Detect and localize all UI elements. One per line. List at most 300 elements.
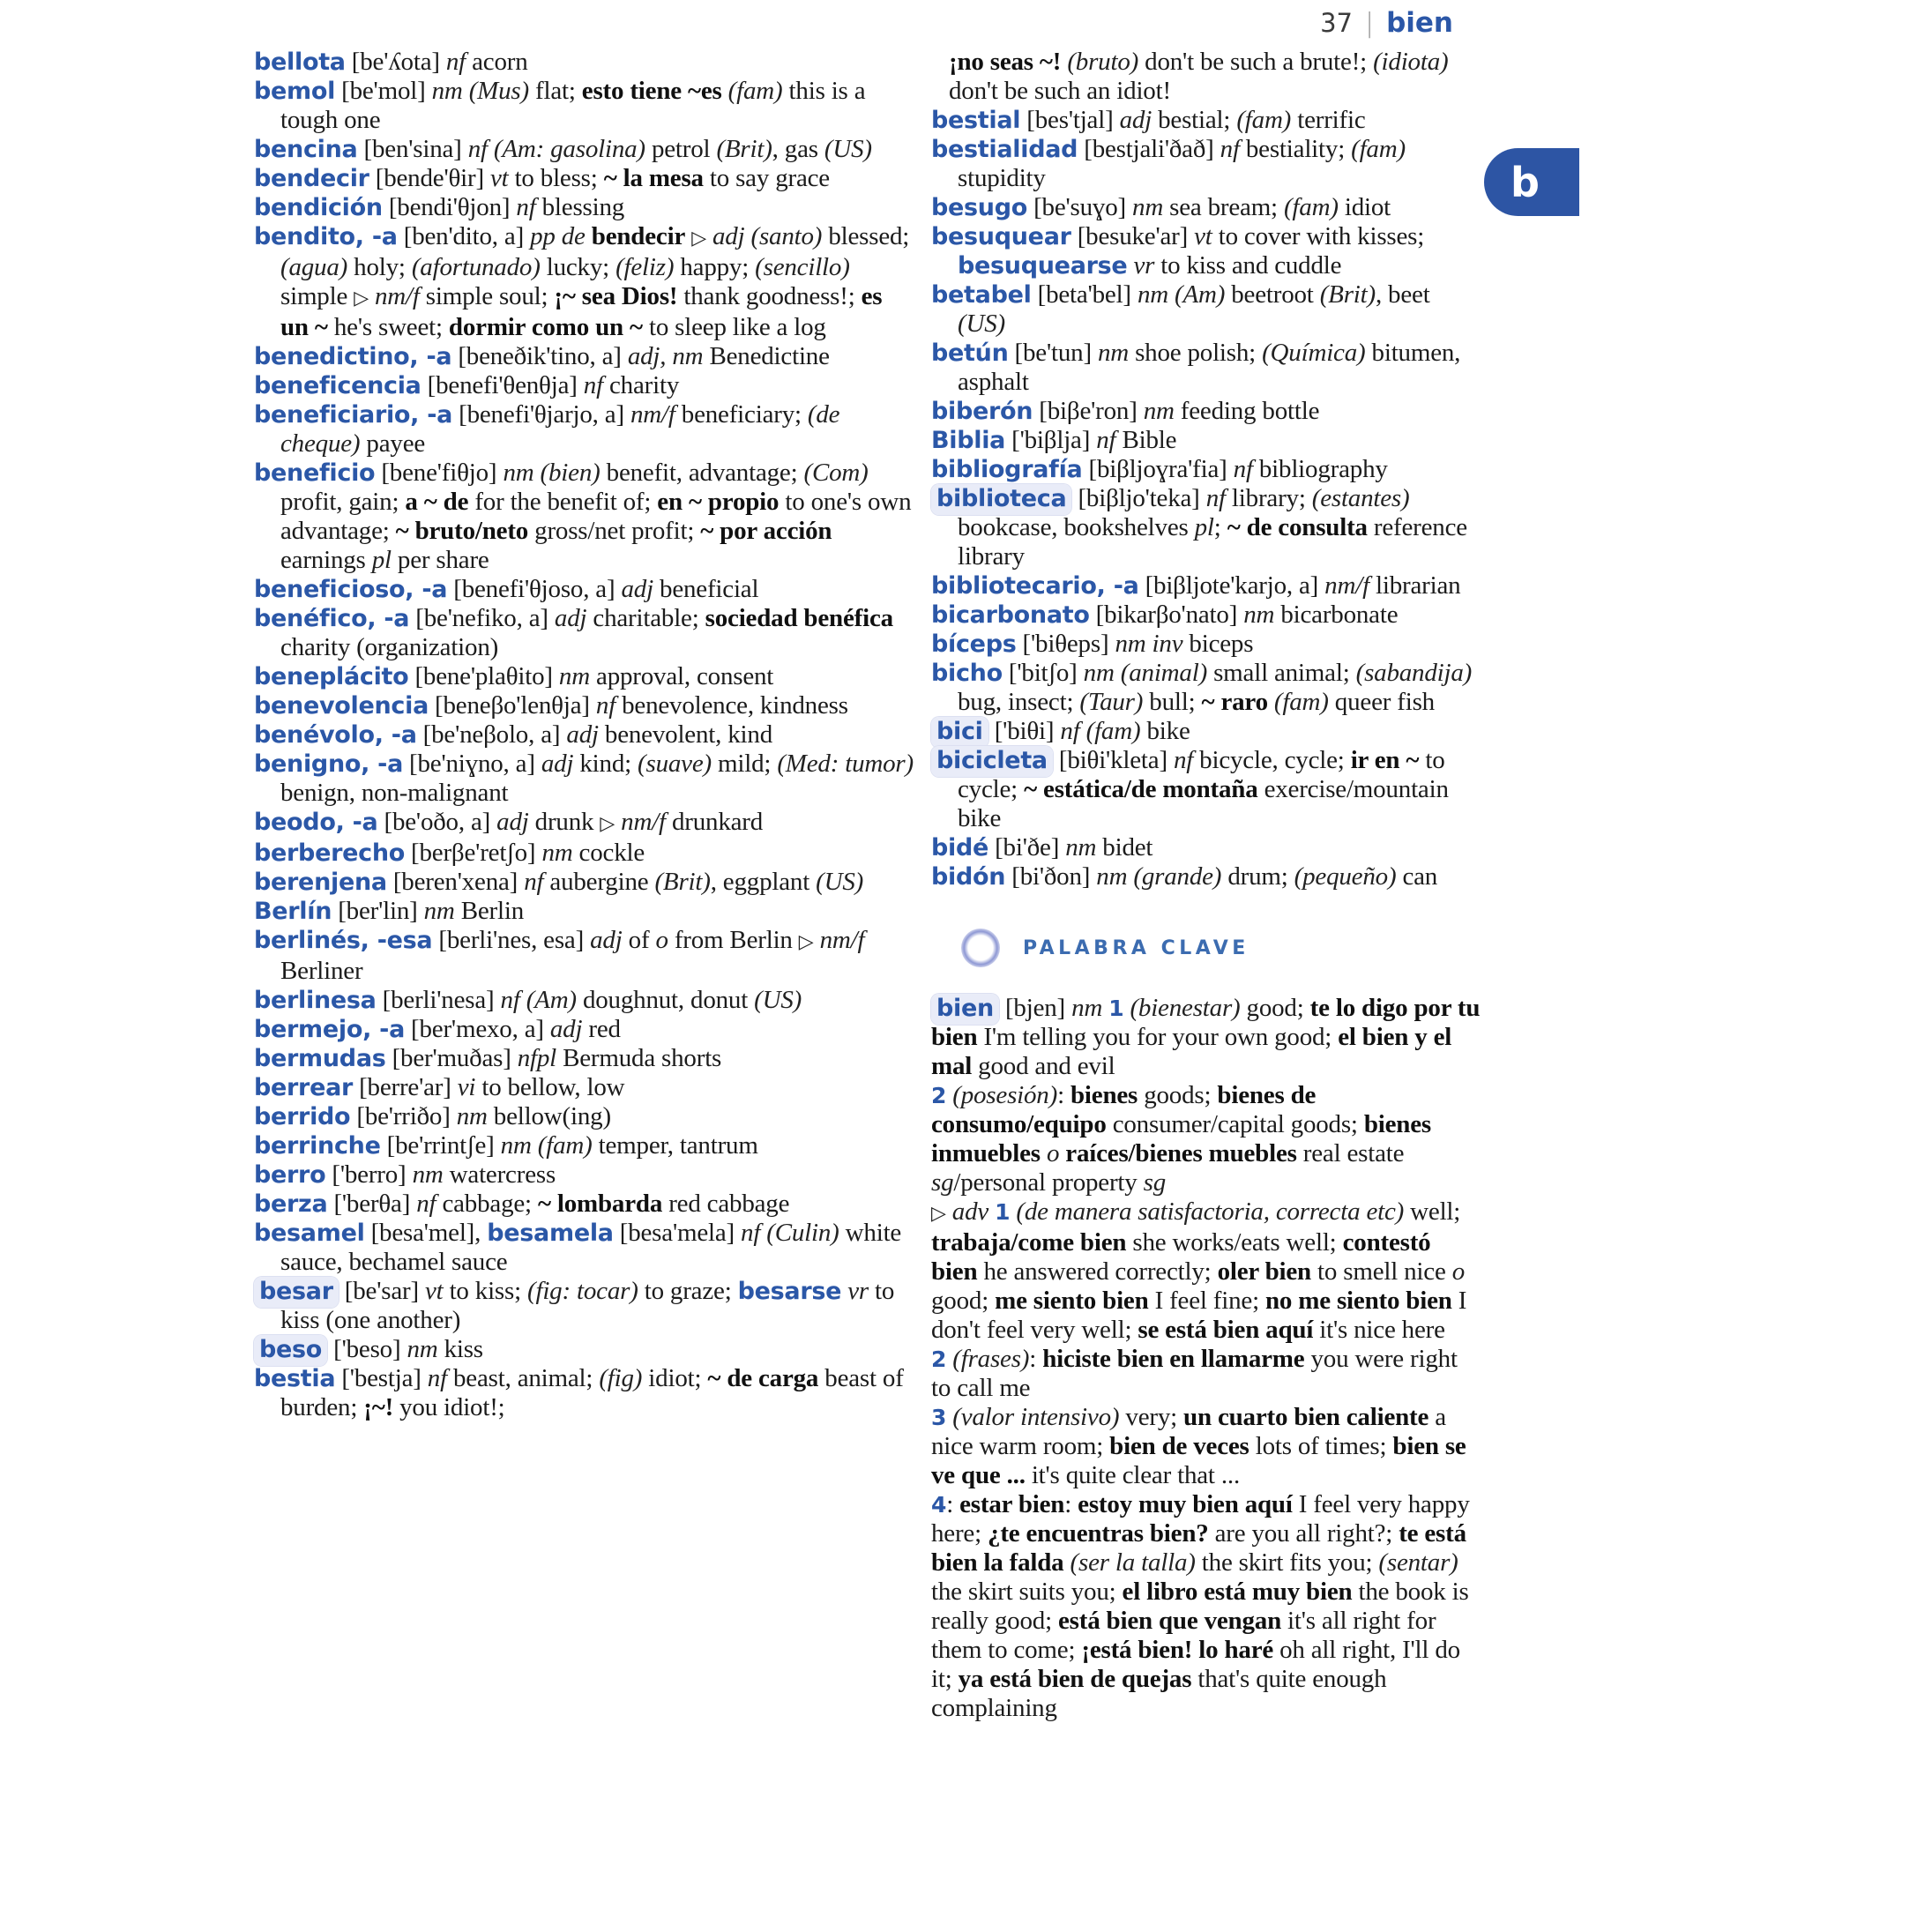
- headword: beneficioso, -a: [254, 576, 448, 603]
- dictionary-entry: [254, 720, 914, 750]
- entry-text: bull;: [1143, 688, 1202, 716]
- label-italic: adj: [590, 926, 623, 954]
- entry-text: cabbage;: [436, 1190, 538, 1218]
- label-italic: (US): [754, 986, 802, 1014]
- dictionary-entry: [254, 371, 914, 400]
- label-italic: nf: [427, 1364, 447, 1392]
- entry-text: lots of times;: [1249, 1432, 1393, 1460]
- phrase-bold: ~ de consulta: [1227, 513, 1368, 541]
- headword-highlighted: bien: [931, 994, 999, 1025]
- sense-number: 1: [1108, 996, 1124, 1021]
- phrase-bold: ~ bruto/neto: [395, 517, 529, 545]
- label-italic: nm: [407, 1335, 438, 1363]
- phrase-bold: ir en ~: [1350, 746, 1420, 774]
- headword: bibliografía: [931, 456, 1083, 483]
- entry-text: the skirt suits you;: [931, 1578, 1123, 1606]
- dictionary-entry: [254, 1044, 914, 1073]
- label-italic: nm: [541, 839, 573, 867]
- dictionary-entry: [254, 1364, 914, 1422]
- entry-text: [biβljote'karjo, a]: [1138, 571, 1325, 600]
- entry-text: to smell nice: [1311, 1257, 1452, 1286]
- entry-text: shoe polish;: [1129, 339, 1263, 367]
- entry-text: [bestjali'ðað]: [1078, 135, 1220, 163]
- dictionary-entry: [254, 48, 914, 77]
- entry-text: [beneðik'tino, a]: [451, 342, 628, 370]
- dictionary-entry: [931, 994, 1481, 1723]
- entry-text: payee: [360, 429, 426, 458]
- entry-text: beetroot: [1225, 280, 1320, 309]
- entry-text: to bless;: [508, 164, 604, 192]
- entry-text: , eggplant: [710, 868, 817, 896]
- entry-text: ['berro]: [325, 1160, 413, 1189]
- label-italic: sg: [1143, 1168, 1167, 1197]
- entry-text: feeding bottle: [1174, 397, 1320, 425]
- headword: bicarbonato: [931, 601, 1090, 629]
- thumb-tab-label: b: [1511, 158, 1540, 206]
- phrase-bold: a ~ de: [405, 488, 469, 516]
- entry-text: librarian: [1369, 571, 1461, 600]
- label-italic: nf (Am: gasolina): [467, 135, 645, 163]
- dictionary-entry: [931, 833, 1481, 862]
- headword: berrear: [254, 1074, 354, 1101]
- entry-text: bookcase, bookshelves: [958, 513, 1195, 541]
- entry-text: [bene'fiθjo]: [375, 459, 504, 487]
- label-italic: (US): [958, 310, 1005, 338]
- headword-highlighted: bicicleta: [931, 746, 1053, 777]
- phrase-bold: estar bien: [959, 1490, 1065, 1518]
- headword: besarse: [737, 1278, 842, 1305]
- dictionary-entry: [931, 426, 1481, 455]
- entry-text: Benedictine: [703, 342, 830, 370]
- entry-text: very;: [1119, 1403, 1184, 1431]
- headword: benigno, -a: [254, 750, 403, 778]
- headword: Biblia: [931, 427, 1006, 454]
- phrase-bold: bien se ve que ...: [931, 1432, 1466, 1489]
- entry-text: to kiss;: [443, 1277, 528, 1305]
- entry-text: Bible: [1115, 426, 1177, 454]
- label-italic: nf (Culin): [741, 1219, 839, 1247]
- keyword-circle-icon: [961, 929, 1000, 967]
- phrase-bold: ~ por acción: [700, 517, 832, 545]
- label-italic: (sabandija): [1355, 659, 1473, 687]
- entry-text: beast of burden;: [280, 1364, 904, 1421]
- headword-highlighted: beso: [254, 1335, 327, 1366]
- phrase-bold: ¡está bien! lo haré: [1081, 1636, 1274, 1664]
- triangle-marker: ▷: [931, 1203, 946, 1225]
- entry-text: the book is really good;: [931, 1578, 1469, 1635]
- dictionary-entry: [254, 1219, 914, 1277]
- entry-text: drunkard: [665, 808, 764, 836]
- label-italic: nm: [1132, 193, 1164, 221]
- dictionary-entry: [931, 484, 1481, 571]
- sense-number: 1: [995, 1199, 1011, 1225]
- entry-text: good;: [1240, 994, 1310, 1022]
- entry-text: blessing: [535, 193, 625, 221]
- headword-highlighted: bici: [931, 717, 988, 748]
- headword: bellota: [254, 48, 346, 76]
- sense-number: 4: [931, 1492, 947, 1518]
- dictionary-entry: [254, 1015, 914, 1044]
- entry-text: Bermuda shorts: [556, 1044, 722, 1072]
- label-italic: nf: [524, 868, 544, 896]
- label-italic: nfpl: [517, 1044, 557, 1072]
- dictionary-entry: [254, 926, 914, 986]
- label-italic: o: [1451, 1257, 1465, 1286]
- dictionary-entry: [254, 1277, 914, 1335]
- label-italic: adj: [541, 750, 574, 778]
- entry-text: for the benefit of;: [468, 488, 658, 516]
- label-italic: nf: [416, 1190, 436, 1218]
- label-italic: nm/f: [1324, 571, 1369, 600]
- label-italic: (afortunado): [411, 253, 541, 281]
- entry-text: bitumen, asphalt: [958, 339, 1461, 396]
- entry-text: charity: [602, 371, 680, 399]
- label-italic: nf: [1205, 484, 1226, 512]
- label-italic: (fam): [1283, 193, 1339, 221]
- headword: berlinés, -esa: [254, 927, 433, 954]
- phrase-bold: dormir como un ~: [448, 313, 643, 341]
- headword: berberecho: [254, 839, 405, 867]
- headword: bidón: [931, 863, 1006, 891]
- entry-text: to kiss and cuddle: [1154, 251, 1342, 280]
- entry-text: beneficiary;: [675, 400, 808, 429]
- label-italic: vr: [847, 1277, 869, 1305]
- keyword-banner: [961, 929, 1481, 967]
- label-italic: nf: [1220, 135, 1240, 163]
- entry-text: [ber'mexo, a]: [405, 1015, 550, 1043]
- headword: bestia: [254, 1365, 336, 1392]
- entry-text: ['bestja]: [335, 1364, 428, 1392]
- headword: beneplácito: [254, 663, 409, 690]
- entry-text: from Berlin: [668, 926, 799, 954]
- entry-text: red cabbage: [662, 1190, 790, 1218]
- label-italic: nm/f: [368, 282, 420, 310]
- label-italic: (posesión): [946, 1081, 1058, 1109]
- entry-text: charity (organization): [280, 633, 499, 661]
- entry-text: [bene'plaθito]: [408, 662, 559, 690]
- headword: berrinche: [254, 1132, 381, 1160]
- label-italic: vt: [489, 164, 509, 192]
- dictionary-entry: [931, 862, 1481, 891]
- label-italic: nm/f: [813, 926, 865, 954]
- entry-text: watercress: [443, 1160, 556, 1189]
- headword: besamela: [487, 1220, 614, 1247]
- label-italic: nm: [558, 662, 590, 690]
- entry-text: [berre'ar]: [353, 1073, 458, 1101]
- headword: bíceps: [931, 630, 1017, 658]
- dictionary-entry: [931, 717, 1481, 746]
- entry-text: , beet: [1375, 280, 1430, 309]
- label-italic: nm (fam): [500, 1131, 593, 1160]
- headword: beneficio: [254, 459, 376, 487]
- phrase-bold: en ~ propio: [657, 488, 780, 516]
- label-italic: pl: [371, 546, 392, 574]
- phrase-bold: se está bien aquí: [1138, 1316, 1314, 1344]
- label-italic: nf (Am): [500, 986, 577, 1014]
- entry-text: [beren'xena]: [386, 868, 525, 896]
- entry-text: gross/net profit;: [528, 517, 701, 545]
- entry-text: of: [622, 926, 656, 954]
- entry-text: [be'rrintʃe]: [380, 1131, 501, 1160]
- headword: besugo: [931, 194, 1028, 221]
- label-italic: (sencillo): [755, 253, 850, 281]
- headword: besuquearse: [958, 252, 1128, 280]
- entry-text: [beneβo'lenθja]: [429, 691, 596, 720]
- label-italic: vi: [457, 1073, 476, 1101]
- label-italic: vt: [424, 1277, 444, 1305]
- label-italic: adj: [566, 720, 599, 749]
- label-italic: (sentar): [1378, 1548, 1458, 1577]
- entry-text: [be'suɣo]: [1027, 193, 1133, 221]
- entry-text: he answered correctly;: [977, 1257, 1218, 1286]
- dictionary-entry: [254, 342, 914, 371]
- entry-text: ['biβlja]: [1005, 426, 1097, 454]
- entry-text: to kiss (one another): [280, 1277, 895, 1334]
- headword: bibliotecario, -a: [931, 572, 1139, 600]
- entry-text: kiss: [437, 1335, 483, 1363]
- page-number: 37: [1320, 8, 1353, 38]
- phrase-bold: ~ raro: [1201, 688, 1268, 716]
- entry-text: you idiot!;: [393, 1393, 505, 1421]
- dictionary-entry: [254, 135, 914, 164]
- headword: besuquear: [931, 223, 1071, 250]
- entry-text: bestiality;: [1239, 135, 1352, 163]
- triangle-marker: ▷: [600, 813, 615, 835]
- headword: beneficencia: [254, 372, 421, 399]
- headword: bendito, -a: [254, 223, 398, 250]
- dictionary-entry: [254, 839, 914, 868]
- label-italic: (Brit): [654, 868, 711, 896]
- thumb-tab-letter-b: [1484, 148, 1579, 216]
- label-italic: (ser la talla): [1063, 1548, 1196, 1577]
- entry-text: [bi'ðon]: [1005, 862, 1097, 891]
- entry-text: to one's own advantage;: [280, 488, 912, 545]
- dictionary-entry: [254, 868, 914, 897]
- label-italic: (fam): [1236, 106, 1292, 134]
- entry-text: don't be such an idiot!: [949, 77, 1171, 105]
- phrase-bold: el bien y el mal: [931, 1023, 1452, 1080]
- label-italic: (de cheque): [280, 400, 840, 458]
- headword: berrido: [254, 1103, 351, 1130]
- dictionary-entry: [254, 750, 914, 808]
- entry-text: [bende'θir]: [369, 164, 490, 192]
- phrase-bold: un cuarto bien caliente: [1183, 1403, 1429, 1431]
- label-italic: (Med: tumor): [777, 750, 914, 778]
- keyword-banner-label: PALABRA CLAVE: [1023, 936, 1249, 959]
- label-italic: nm: [456, 1102, 488, 1130]
- entry-text: [bes'tjal]: [1020, 106, 1120, 134]
- entry-text: [586, 222, 592, 250]
- label-italic: adj: [705, 222, 745, 250]
- label-italic: (Brit): [1319, 280, 1376, 309]
- entry-text: to cover with kisses;: [1212, 222, 1425, 250]
- label-italic: (frases): [946, 1345, 1030, 1373]
- dictionary-entry: [931, 339, 1481, 397]
- dictionary-entry: [254, 897, 914, 926]
- label-italic: o: [1040, 1139, 1060, 1167]
- dictionary-entry: [931, 630, 1481, 659]
- entry-text: benign, non-malignant: [280, 779, 509, 807]
- entry-text: benevolent, kind: [598, 720, 772, 749]
- entry-text: a nice warm room;: [931, 1403, 1446, 1460]
- entry-text: thank goodness!;: [677, 282, 862, 310]
- label-italic: nm (bien): [503, 459, 600, 487]
- entry-text: [be'niɣno, a]: [403, 750, 541, 778]
- page-header: [931, 7, 1453, 39]
- dictionary-entry: [254, 1102, 914, 1131]
- phrase-bold: bien de veces: [1109, 1432, 1249, 1460]
- entry-text: sea bream;: [1163, 193, 1284, 221]
- phrase-bold: ¿te encuentras bien?: [988, 1519, 1209, 1548]
- label-italic: vt: [1194, 222, 1212, 250]
- label-italic: adv: [945, 1197, 989, 1226]
- dictionary-entry: [931, 571, 1481, 600]
- entry-text: lucky;: [540, 253, 616, 281]
- entry-text: benefit, advantage;: [600, 459, 804, 487]
- label-italic: nm inv: [1115, 630, 1183, 658]
- entry-text: biceps: [1182, 630, 1254, 658]
- triangle-marker: ▷: [798, 931, 814, 953]
- label-italic: (valor intensivo): [946, 1403, 1120, 1431]
- entry-text: you were right to call me: [931, 1345, 1458, 1402]
- entry-text: ['biθeps]: [1016, 630, 1115, 658]
- entry-text: that's quite enough complaining: [931, 1665, 1387, 1722]
- dictionary-entry: [254, 77, 914, 135]
- phrase-bold: hiciste bien en llamarme: [1042, 1345, 1305, 1373]
- sense-number: 2: [931, 1083, 947, 1108]
- phrase-bold: ~ estática/de montaña: [1024, 775, 1258, 803]
- entry-text: Berliner: [280, 957, 363, 985]
- label-italic: nf: [595, 691, 616, 720]
- entry-text: [berli'nesa]: [376, 986, 501, 1014]
- dictionary-entry: [931, 455, 1481, 484]
- entry-text: [biβe'ron]: [1033, 397, 1144, 425]
- entry-text: holy;: [347, 253, 412, 281]
- column-left: [254, 48, 914, 1422]
- entry-text: flat;: [528, 77, 582, 105]
- label-italic: (idiota): [1373, 48, 1449, 76]
- entry-text: she works/eats well;: [1126, 1228, 1343, 1257]
- entry-text: [ben'dito, a]: [397, 222, 531, 250]
- headword: bicho: [931, 660, 1003, 687]
- headword: bemol: [254, 78, 336, 105]
- entry-text: he's sweet;: [327, 313, 449, 341]
- headword: berlinesa: [254, 987, 377, 1014]
- entry-text: profit, gain;: [280, 488, 406, 516]
- label-italic: nf: [1173, 746, 1194, 774]
- dictionary-entry: [254, 459, 914, 575]
- headword: besamel: [254, 1220, 365, 1247]
- dictionary-entry: [254, 164, 914, 193]
- headword: benevolencia: [254, 692, 429, 720]
- label-italic: (feliz): [615, 253, 675, 281]
- entry-text: [be'tun]: [1008, 339, 1098, 367]
- entry-text: Berlin: [454, 897, 525, 925]
- phrase-bold: te está bien la falda: [931, 1519, 1466, 1577]
- dictionary-entry: [931, 659, 1481, 717]
- headword: benéfico, -a: [254, 605, 410, 632]
- phrase-bold: ¡~ sea Dios!: [554, 282, 678, 310]
- label-italic: nm: [1071, 994, 1103, 1022]
- label-italic: nf (fam): [1060, 717, 1141, 745]
- entry-text: ['bitʃo]: [1002, 659, 1084, 687]
- entry-text: [ber'lin]: [332, 897, 424, 925]
- dictionary-entry: [254, 575, 914, 604]
- phrase-bold: contestó bien: [931, 1228, 1431, 1286]
- dictionary-entry: [254, 808, 914, 839]
- dictionary-entry: [931, 600, 1481, 630]
- phrase-bold: es un ~: [280, 282, 883, 341]
- phrase-bold: ya está bien de quejas: [958, 1665, 1192, 1693]
- phrase-bold: bienes inmuebles: [931, 1110, 1431, 1167]
- label-italic: nm: [412, 1160, 444, 1189]
- headword: bendecir: [254, 165, 369, 192]
- label-italic: (fam): [721, 77, 783, 105]
- label-italic: nm: [1143, 397, 1175, 425]
- entry-text: bellow(ing): [487, 1102, 611, 1130]
- entry-text: [benefi'θjarjo, a]: [452, 400, 630, 429]
- label-italic: (bruto): [1061, 48, 1139, 76]
- label-italic: adj, nm: [627, 342, 704, 370]
- headword: berenjena: [254, 869, 387, 896]
- label-italic: nf: [1096, 426, 1116, 454]
- entry-text: drum;: [1221, 862, 1294, 891]
- headword: betabel: [931, 281, 1032, 309]
- entry-text: [biβljo'teka]: [1071, 484, 1206, 512]
- headword: bencina: [254, 136, 358, 163]
- entry-text: good and evil: [972, 1052, 1115, 1080]
- entry-text: /personal property: [953, 1168, 1144, 1197]
- entry-text: the skirt fits you;: [1195, 1548, 1379, 1577]
- entry-text: it's nice here: [1313, 1316, 1445, 1344]
- triangle-marker: ▷: [691, 228, 706, 250]
- headword: bestial: [931, 107, 1021, 134]
- phrase-bold: bienes: [1070, 1081, 1138, 1109]
- dictionary-entry: [931, 280, 1481, 339]
- entry-text: charitable;: [586, 604, 705, 632]
- headword: bermejo, -a: [254, 1016, 405, 1043]
- entry-text: [be'neβolo, a]: [416, 720, 567, 749]
- label-italic: nm (Am): [1137, 280, 1226, 309]
- dictionary-entry: [254, 1131, 914, 1160]
- triangle-marker: ▷: [354, 287, 369, 310]
- dictionary-entry: [254, 986, 914, 1015]
- label-italic: (Química): [1262, 339, 1366, 367]
- label-italic: nm (Mus): [431, 77, 529, 105]
- dictionary-entry: [931, 106, 1481, 135]
- entry-text: terrific: [1291, 106, 1366, 134]
- phrase-bold: te lo digo por tu bien: [931, 994, 1481, 1051]
- dictionary-entry: [254, 662, 914, 691]
- entry-text: bicarbonate: [1274, 600, 1399, 629]
- label-italic: nm/f: [630, 400, 675, 429]
- entry-text: :: [1029, 1345, 1043, 1373]
- headword: Berlín: [254, 898, 332, 925]
- dictionary-entry: [254, 1335, 914, 1364]
- entry-text: benevolence, kindness: [615, 691, 848, 720]
- entry-text: oh all right, I'll do it;: [931, 1636, 1460, 1693]
- phrase-bold: raíces/bienes muebles: [1059, 1139, 1297, 1167]
- entry-text: I'm telling you for your own good;: [977, 1023, 1339, 1051]
- headword: berza: [254, 1190, 328, 1218]
- entry-text: [berli'nes, esa]: [432, 926, 591, 954]
- phrase-bold: ~ de carga: [707, 1364, 819, 1392]
- entry-text: [biβljoɣra'fia]: [1082, 455, 1234, 483]
- entry-text: [benefi'θjoso, a]: [447, 575, 622, 603]
- phrase-bold: me siento bien: [995, 1287, 1149, 1315]
- label-italic: o: [655, 926, 668, 954]
- entry-text: drunk: [528, 808, 600, 836]
